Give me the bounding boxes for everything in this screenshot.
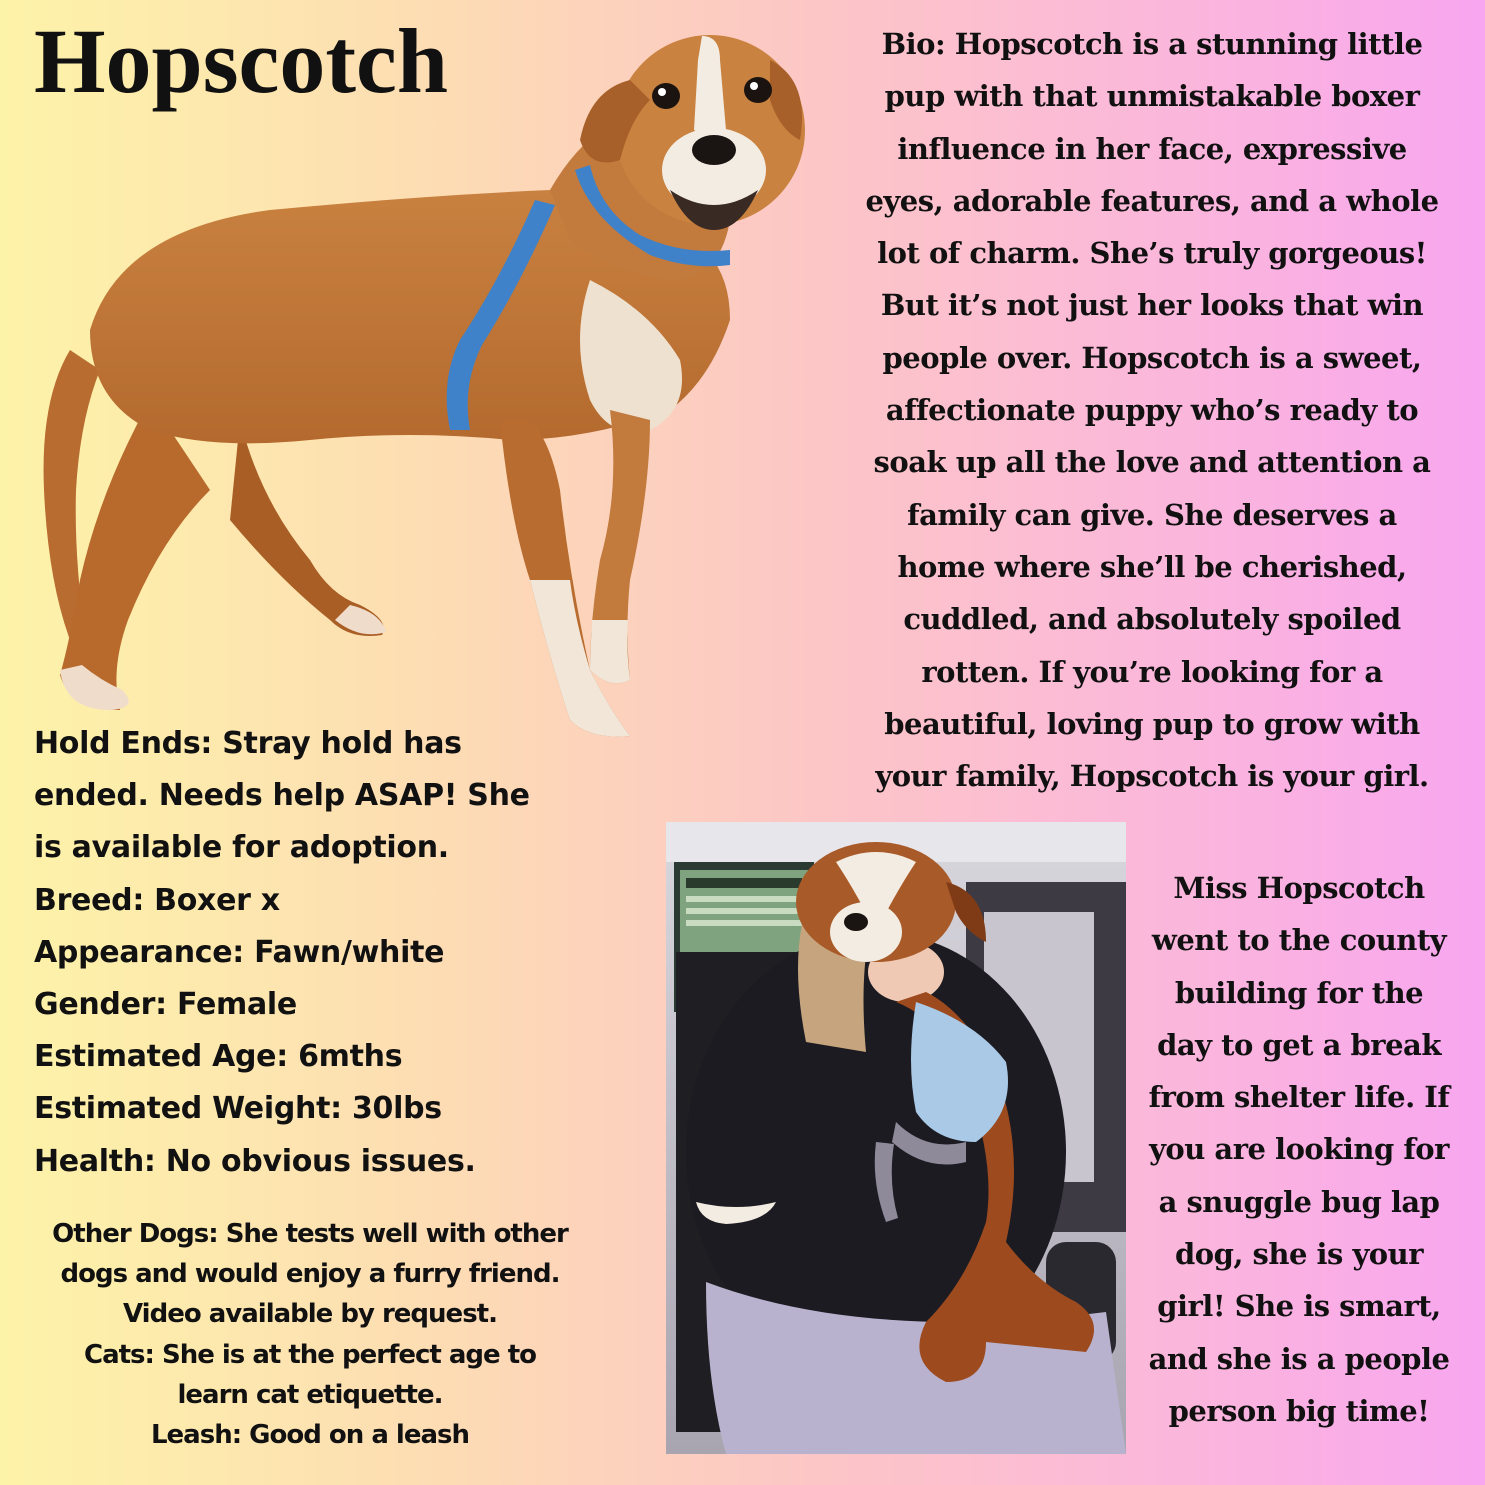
fact-breed: Breed: Boxer x xyxy=(34,882,280,918)
story-line: a snuggle bug lap xyxy=(1158,1184,1440,1219)
outing-story xyxy=(1128,862,1470,1437)
bio-line: pup with that unmistakable boxer xyxy=(884,79,1420,114)
fact-health: Health: No obvious issues. xyxy=(34,1143,476,1179)
bio-line: rotten. If you’re looking for a xyxy=(921,654,1383,689)
dog-standing-photo xyxy=(30,20,820,750)
bio-text xyxy=(836,18,1468,802)
story-line: from shelter life. If xyxy=(1148,1080,1450,1115)
fact-line: Hold Ends: Stray hold has xyxy=(34,726,462,761)
story-line: day to get a break xyxy=(1157,1027,1441,1062)
pet-name-title: Hopscotch xyxy=(34,10,448,112)
bio-line: But it’s not just her looks that win xyxy=(880,288,1424,323)
fact-weight: Estimated Weight: 30lbs xyxy=(34,1091,442,1127)
bio-line: cuddled, and absolutely spoiled xyxy=(903,602,1401,637)
bio-line: soak up all the love and attention a xyxy=(873,445,1431,480)
note-line: Cats: She is at the perfect age to xyxy=(83,1339,537,1370)
bio-line: eyes, adorable features, and a whole xyxy=(865,183,1439,218)
story-line: person big time! xyxy=(1168,1393,1430,1428)
story-line: Miss Hopscotch xyxy=(1173,871,1425,905)
compatibility-notes xyxy=(14,1214,606,1455)
note-line: Video available by request. xyxy=(123,1299,497,1330)
bio-line: lot of charm. She’s truly gorgeous! xyxy=(877,236,1427,271)
dog-on-lap-photo xyxy=(666,822,1126,1454)
note-line: dogs and would enjoy a furry friend. xyxy=(60,1259,560,1290)
story-line: dog, she is your xyxy=(1174,1237,1424,1272)
note-line: learn cat etiquette. xyxy=(177,1379,443,1410)
fact-appearance: Appearance: Fawn/white xyxy=(34,934,445,970)
story-line: building for the xyxy=(1174,975,1424,1010)
note-line: Other Dogs: She tests well with other xyxy=(52,1219,568,1249)
fact-line: ended. Needs help ASAP! She xyxy=(34,778,530,814)
story-line: went to the county xyxy=(1151,923,1447,958)
bio-line: family can give. She deserves a xyxy=(907,497,1397,532)
bio-line: Bio: Hopscotch is a stunning little xyxy=(881,27,1423,61)
bio-line: beautiful, loving pup to grow with xyxy=(884,706,1420,741)
note-line: Leash: Good on a leash xyxy=(150,1420,469,1451)
fact-gender: Gender: Female xyxy=(34,987,297,1023)
bio-line: home where she’ll be cherished, xyxy=(897,549,1407,584)
bio-line: influence in her face, expressive xyxy=(897,131,1407,166)
story-line: and she is a people xyxy=(1148,1341,1450,1376)
story-line: girl! She is smart, xyxy=(1157,1289,1441,1324)
bio-line: people over. Hopscotch is a sweet, xyxy=(882,340,1422,375)
bio-line: affectionate puppy who’s ready to xyxy=(885,393,1419,428)
bio-line: your family, Hopscotch is your girl. xyxy=(875,759,1429,794)
fact-line: is available for adoption. xyxy=(34,830,449,866)
story-line: you are looking for xyxy=(1149,1132,1449,1167)
fact-age: Estimated Age: 6mths xyxy=(34,1039,403,1075)
pet-facts xyxy=(34,718,594,1188)
